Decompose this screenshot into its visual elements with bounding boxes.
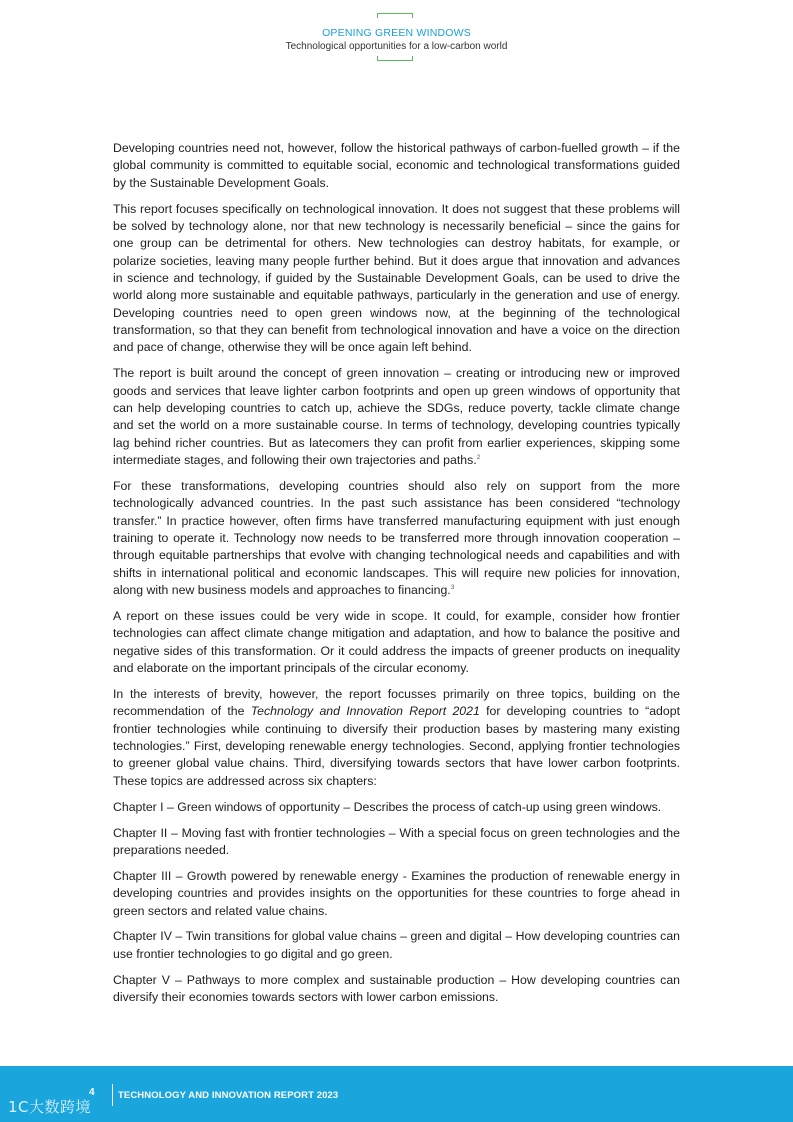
paragraph xyxy=(113,478,680,599)
report-year: 2023 xyxy=(316,1090,339,1101)
footnote-ref: 2 xyxy=(476,453,481,461)
footnote-ref: 3 xyxy=(450,583,455,591)
chapter-summary: Chapter I – Green windows of opportunity – Describes the process of catch-up using green windows. xyxy=(113,799,662,814)
page-header xyxy=(0,0,793,70)
header-bracket-top xyxy=(377,13,413,18)
running-subtitle: Technological opportunities for a low-carbon world xyxy=(285,41,508,52)
chapter-summary: Chapter V – Pathways to more complex and sustainable production – How developing countries can diversify their economies towards sectors with lower carbon emissions. xyxy=(113,972,680,1005)
paragraph-text: The report is built around the concept of green innovation – creating or introducing new or improved goods and services that leave lighter carbon footprints and open up green windows of opportunity that can help developing countries to catch up, achieve the SDGs, reduce poverty, tackle climate change and set the world on a more sustainable course. In terms of technology, developing countries typically lag behind richer countries. But as latecomers they can profit from earlier experiences, skipping some intermediate stages, and following their own trajectories and paths. xyxy=(113,366,680,468)
report-citation: Technology and Innovation Report 2021 xyxy=(250,704,480,719)
paragraph: Developing countries need not, however, follow the historical pathways of carbon-fuelled growth – if the global community is committed to equitable social, economic and technological transformations guided by the Sustainable Development Goals. xyxy=(113,141,680,190)
paragraph xyxy=(113,365,680,469)
paragraph: This report focuses specifically on technological innovation. It does not suggest that these problems will be solved by technology alone, nor that new technology is necessarily beneficial – since the gains for one group can be detrimental for others. New technologies can destroy habitats, for example, or polarize societies, leaving many people further behind. But it does argue that innovation and advances in science and technology, if guided by the Sustainable Development Goals, can be used to drive the world along more sustainable and equitable pathways, particularly in the generation and use of energy. Developing countries need to open green windows now, at the beginning of the technological transformation, so that they can benefit from technological innovation and have a voice on the direction and pace of change, otherwise they will be once again left behind. xyxy=(113,201,680,355)
body-text xyxy=(113,140,680,1015)
paragraph-text: for developing countries to “adopt frontier technologies while continuing to diversify their production bases by mastering many existing technologies.” First, developing renewable energy technologies. Second, applying frontier technologies to greener global value chains. Third, diversifying towards sectors that have lower carbon footprints. These topics are addressed across six chapters: xyxy=(113,704,680,788)
chapter-summary: Chapter II – Moving fast with frontier technologies – With a special focus on green technologies and the preparations needed. xyxy=(113,825,680,857)
chapter-summary: Chapter IV – Twin transitions for global value chains – green and digital – How developing countries can use frontier technologies to go digital and go green. xyxy=(113,929,680,961)
page-number: 4 xyxy=(89,1087,95,1098)
footer-report-title xyxy=(118,1090,338,1101)
paragraph xyxy=(113,686,680,790)
page-footer xyxy=(0,1066,793,1122)
paragraph-text: For these transformations, developing countries should also rely on support from the more technologically advanced countries. In the past such assistance has been considered “technology transfer.” In practice however, often firms have transferred manufacturing equipment with just enough training to operate it. Technology now needs to be transferred more through innovation cooperation – through equitable partnerships that evolve with changing technological needs and capabilities and with shifts in international political and economic landscapes. This will require new policies for innovation, along with new business models and approaches to financing. xyxy=(113,478,680,598)
paragraph: A report on these issues could be very wide in scope. It could, for example, consider how frontier technologies can affect climate change mitigation and adaptation, and how to balance the positive and negative sides of this transformation. Or it could address the impacts of greener products on inequality and elaborate on the important principals of the circular economy. xyxy=(113,608,680,675)
footer-divider xyxy=(112,1084,113,1106)
watermark-logo: 1C大数跨境 xyxy=(8,1098,92,1116)
header-bracket-bottom xyxy=(377,56,413,61)
paragraph-text: In the interests of brevity, however, the report focusses primarily on three topics, building on the recommendation of the xyxy=(113,686,680,719)
report-title: TECHNOLOGY AND INNOVATION REPORT xyxy=(118,1090,315,1101)
chapter-summary: Chapter III – Growth powered by renewable energy - Examines the production of renewable energy in developing countries and provides insights on the opportunities for these countries to forge ahead in green sectors and related value chains. xyxy=(113,868,680,918)
running-title: OPENING GREEN WINDOWS xyxy=(322,27,471,39)
